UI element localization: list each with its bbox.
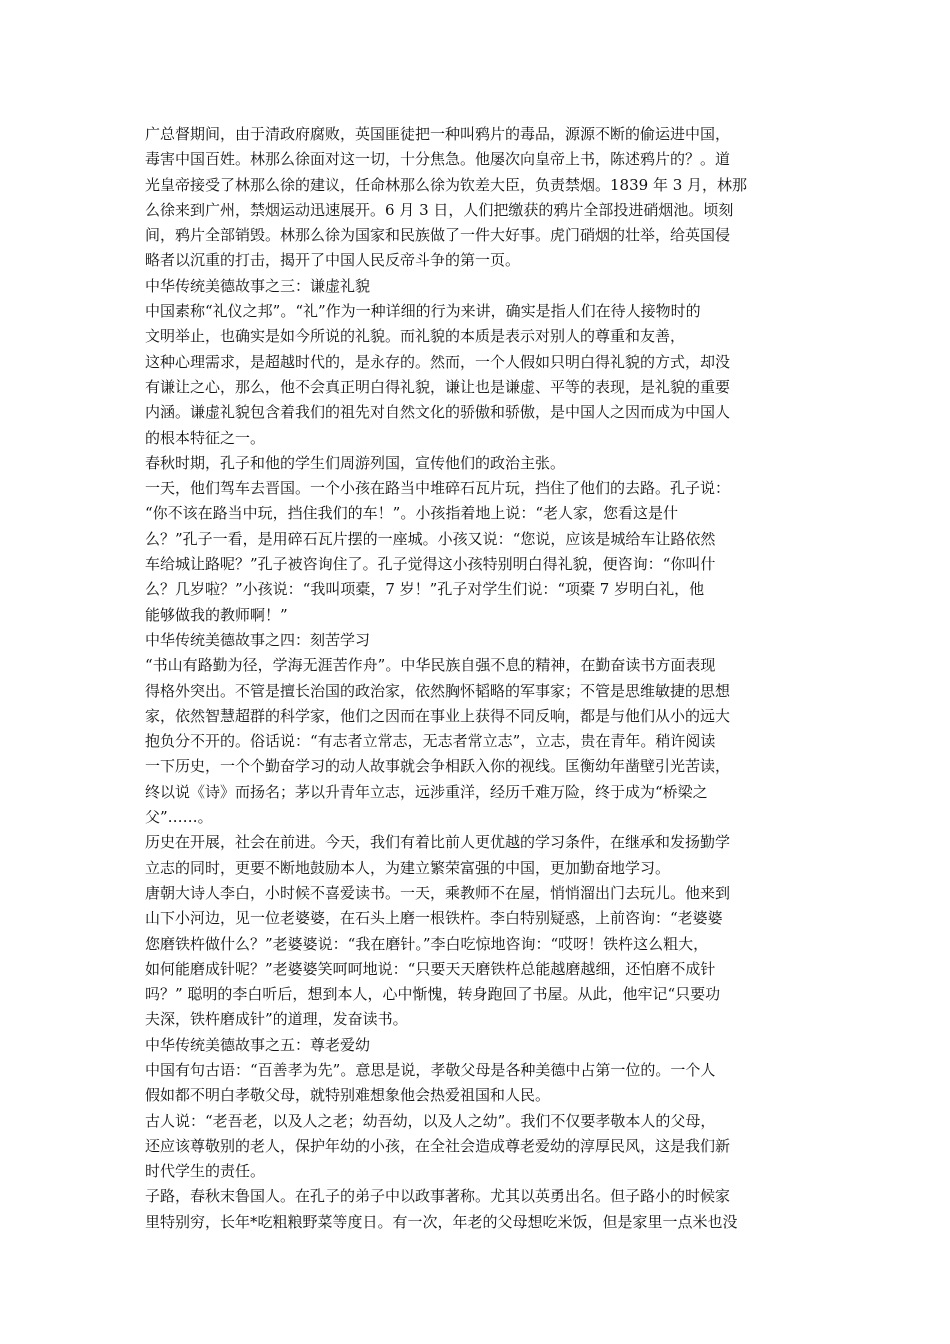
text-line: 广总督期间，由于清政府腐败，英国匪徒把一种叫鸦片的毒品，源源不断的偷运进中国， xyxy=(145,125,731,143)
text-line: 家，依然智慧超群的科学家，他们之因而在事业上获得不同反响，都是与他们从小的远大 xyxy=(145,706,731,725)
document-body xyxy=(145,122,817,1235)
text-line: “你不该在路当中玩，挡住我们的车！”。小孩指着地上说：“老人家，您看这是什 xyxy=(145,504,679,523)
text-line: 时代学生的责任。 xyxy=(145,1162,266,1181)
section-heading: 中华传统美德故事之三：谦虚礼貌 xyxy=(145,276,371,295)
text-line: 春秋时期，孔子和他的学生们周游列国，宣传他们的政治主张。 xyxy=(145,453,566,472)
text-line: 文明举止，也确实是如今所说的礼貌。而礼貌的本质是表示对别人的尊重和友善， xyxy=(145,327,686,346)
text-line: 中国素称“礼仪之邦”。“礼”作为一种详细的行为来讲，确实是指人们在待人接物时的 xyxy=(145,302,701,321)
text-line: 么？”孔子一看，是用碎石瓦片摆的一座城。小孩又说：“您说，应该是城给车让路依然 xyxy=(145,529,716,548)
text-line: 假如都不明白孝敬父母，就特别难想象他会热爱祖国和人民。 xyxy=(145,1086,551,1105)
text-line: 么徐来到广州，禁烟运动迅速展开。6 月 3 日，人们把缴获的鸦片全部投进硝烟池。顷刻 xyxy=(145,200,734,219)
text-line: 略者以沉重的打击，揭开了中国人民反帝斗争的第一页。 xyxy=(145,251,521,270)
text-line: 里特别穷，长年*吃粗粮野菜等度日。有一次，年老的父母想吃米饭，但是家里一点米也没 xyxy=(145,1212,738,1231)
text-line: 这种心理需求，是超越时代的，是永存的。然而，一个人假如只明白得礼貌的方式，却没 xyxy=(145,352,731,371)
text-line: 吗？” 聪明的李白听后，想到本人，心中惭愧，转身跑回了书屋。从此，他牢记“只要功 xyxy=(145,985,721,1004)
text-line: 毒害中国百姓。林那么徐面对这一切，十分焦急。他屡次向皇帝上书，陈述鸦片的？。道 xyxy=(145,150,731,169)
text-line: 立志的同时，更要不断地鼓励本人，为建立繁荣富强的中国，更加勤奋地学习。 xyxy=(145,858,671,877)
text-line: 古人说：“老吾老，以及人之老；幼吾幼，以及人之幼”。我们不仅要孝敬本人的父母， xyxy=(145,1111,716,1130)
text-line: 间，鸦片全部销毁。林那么徐为国家和民族做了一件大好事。虎门硝烟的壮举，给英国侵 xyxy=(145,226,731,245)
text-line: 抱负分不开的。俗话说：“有志者立常志，无志者常立志”，立志，贵在青年。稍许阅读 xyxy=(145,732,716,751)
text-line: 车给城让路呢？”孔子被咨询住了。孔子觉得这小孩特别明白得礼貌，便咨询：“你叫什 xyxy=(145,555,716,574)
text-line: 有谦让之心，那么，他不会真正明白得礼貌，谦让也是谦虚、平等的表现，是礼貌的重要 xyxy=(145,377,731,396)
text-line: 子路，春秋末鲁国人。在孔子的弟子中以政事著称。尤其以英勇出名。但子路小的时候家 xyxy=(145,1187,731,1206)
text-line: 光皇帝接受了林那么徐的建议，任命林那么徐为钦差大臣，负责禁烟。1839 年 3 月，林那 xyxy=(145,175,748,194)
text-line: 父”……。 xyxy=(145,808,213,827)
text-line: 得格外突出。不管是擅长治国的政治家，依然胸怀韬略的军事家；不管是思维敏捷的思想 xyxy=(145,681,731,700)
text-line: 内涵。谦虚礼貌包含着我们的祖先对自然文化的骄傲和骄傲，是中国人之因而成为中国人 xyxy=(145,403,731,422)
section-heading: 中华传统美德故事之四：刻苦学习 xyxy=(145,630,371,649)
section-heading: 中华传统美德故事之五：尊老爱幼 xyxy=(145,1035,371,1054)
text-line: 您磨铁杵做什么？”老婆婆说：“我在磨针。”李白吃惊地咨询：“哎呀！铁杵这么粗大， xyxy=(145,934,709,953)
text-line: 能够做我的教师啊！” xyxy=(145,605,288,624)
text-line: 夫深，铁杵磨成针”的道理，发奋读书。 xyxy=(145,1010,408,1029)
text-line: 如何能磨成针呢？”老婆婆笑呵呵地说：“只要天天磨铁杵总能越磨越细，还怕磨不成针 xyxy=(145,959,716,978)
text-line: 还应该尊敬别的老人，保护年幼的小孩，在全社会造成尊老爱幼的淳厚民风，这是我们新 xyxy=(145,1136,731,1155)
text-line: 一下历史，一个个勤奋学习的动人故事就会争相跃入你的视线。匡衡幼年凿壁引光苦读， xyxy=(145,757,731,776)
text-line: 历史在开展，社会在前进。今天，我们有着比前人更优越的学习条件，在继承和发扬勤学 xyxy=(145,833,731,852)
text-line: 中国有句古语：“百善孝为先”。意思是说，孝敬父母是各种美德中占第一位的。一个人 xyxy=(145,1060,716,1079)
text-line: 的根本特征之一。 xyxy=(145,428,266,447)
text-line: 终以说《诗》而扬名；茅以升青年立志，远涉重洋，经历千难万险，终于成为“桥梁之 xyxy=(145,782,708,801)
text-line: 么？几岁啦？”小孩说：“我叫项橐，7 岁！”孔子对学生们说：“项橐 7 岁明白礼，他 xyxy=(145,580,705,599)
text-line: “书山有路勤为径，学海无涯苦作舟”。中华民族自强不息的精神，在勤奋读书方面表现 xyxy=(145,656,716,675)
text-line: 唐朝大诗人李白，小时候不喜爱读书。一天，乘教师不在屋，悄悄溜出门去玩儿。他来到 xyxy=(145,883,731,902)
text-line: 山下小河边，见一位老婆婆，在石头上磨一根铁杵。李白特别疑惑，上前咨询：“老婆婆 xyxy=(145,909,723,928)
text-line: 一天，他们驾车去晋国。一个小孩在路当中堆碎石瓦片玩，挡住了他们的去路。孔子说： xyxy=(145,479,731,498)
